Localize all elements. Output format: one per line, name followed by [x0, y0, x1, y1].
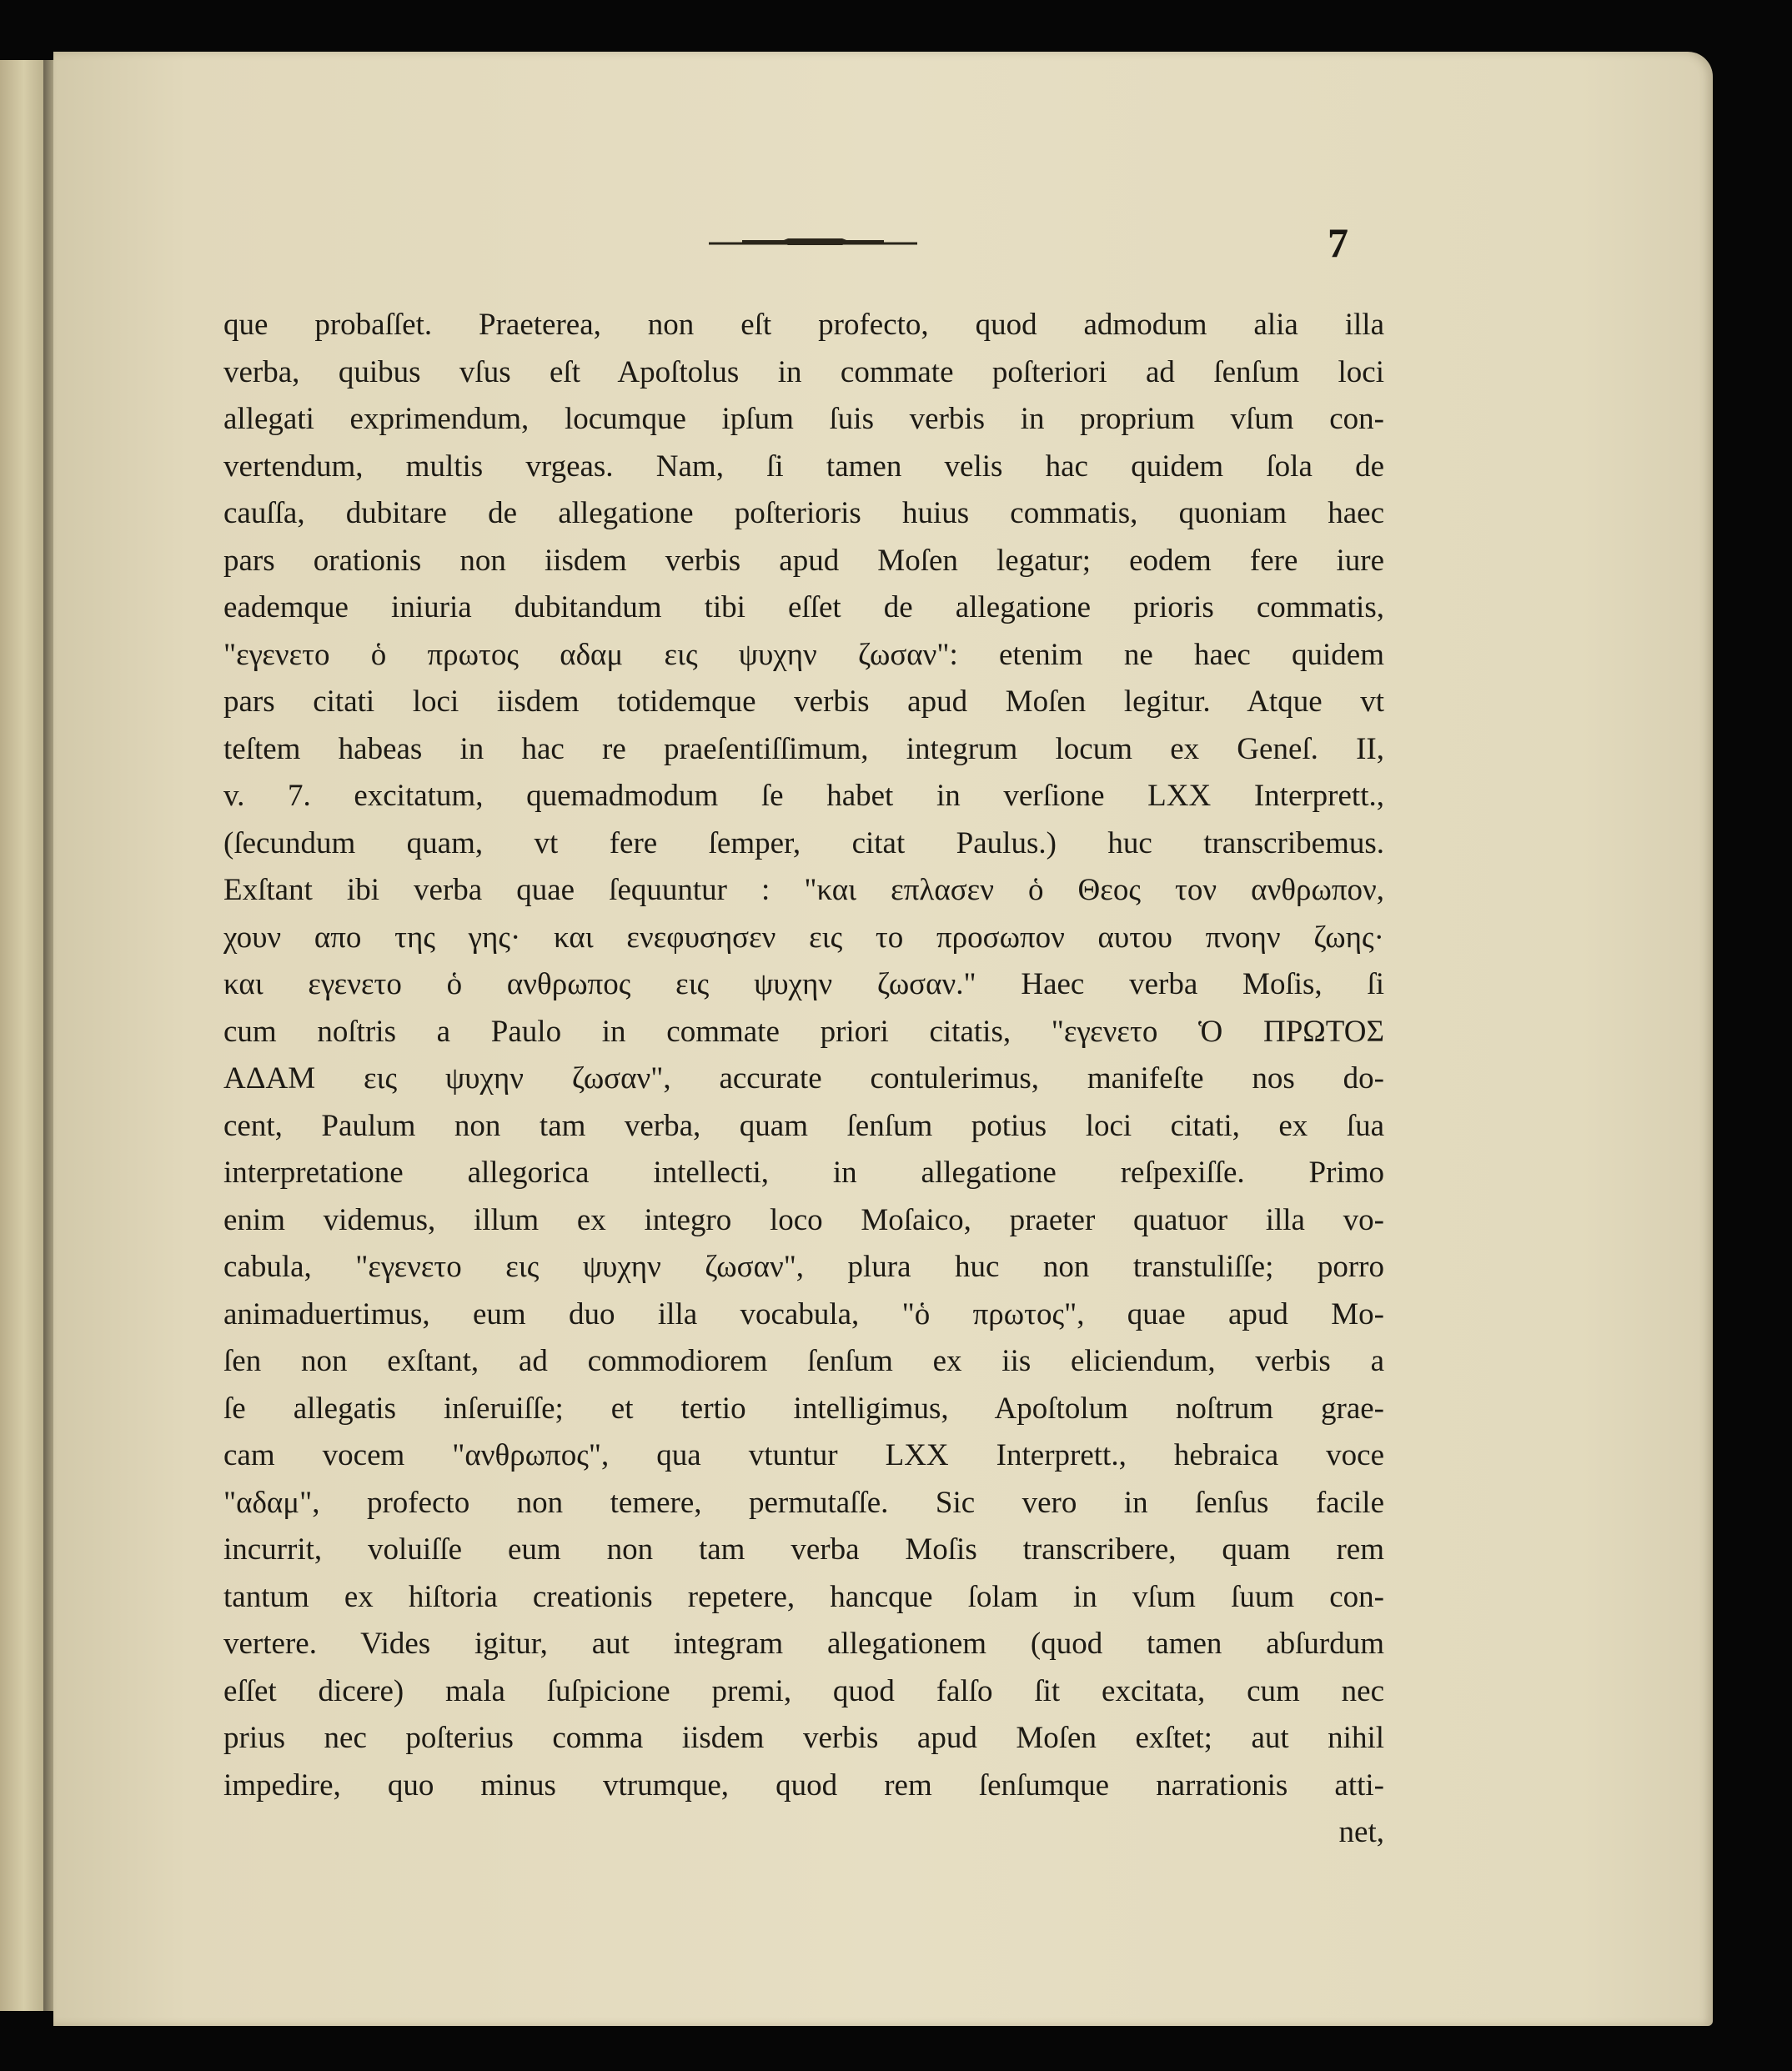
text-line: prius nec poſterius comma iisdem verbis apud Moſen exſtet; aut nihil: [223, 1721, 1384, 1755]
text-line: eſſet dicere) mala ſuſpicione premi, quod falſo ſit excitata, cum nec: [223, 1673, 1384, 1708]
text-line: tantum ex hiſtoria creationis repetere, hancque ſolam in vſum ſuum con-: [223, 1579, 1384, 1614]
text-line: teſtem habeas in hac re praeſentiſſimum, integrum locum ex Geneſ. II,: [223, 731, 1384, 766]
page-number: 7: [1328, 219, 1348, 266]
body-text: [223, 302, 1384, 1857]
text-line: incurrit, voluiſſe eum non tam verba Moſis transcribere, quam rem: [223, 1532, 1384, 1567]
text-line: (ſecundum quam, vt fere ſemper, citat Paulus.) huc transcribemus.: [223, 825, 1384, 860]
text-line: vertere. Vides igitur, aut integram allegationem (quod tamen abſurdum: [223, 1627, 1384, 1661]
text-line: interpretatione allegorica intellecti, in allegatione reſpexiſſe. Primo: [223, 1156, 1384, 1190]
text-line: cabula, "εγενετο εις ψυχην ζωσαν", plura huc non transtuliſſe; porro: [223, 1250, 1384, 1284]
text-line: "εγενετο ὁ πρωτος αδαμ εις ψυχην ζωσαν": etenim ne haec quidem: [223, 637, 1384, 672]
text-line: χουν απο της γης· και ενεφυσησεν εις το προσωπον αυτου πνοην ζωης·: [223, 920, 1384, 955]
text-line: impedire, quo minus vtrumque, quod rem ſenſumque narrationis atti-: [223, 1768, 1384, 1803]
text-line: animaduertimus, eum duo illa vocabula, "ὁ πρωτος", quae apud Mo-: [223, 1296, 1384, 1331]
text-line: enim videmus, illum ex integro loco Moſaico, praeter quatuor illa vo-: [223, 1202, 1384, 1237]
text-line: vertendum, multis vrgeas. Nam, ſi tamen velis hac quidem ſola de: [223, 449, 1384, 484]
text-line: ΑΔΑΜ εις ψυχην ζωσαν", accurate contulerimus, manifeſte nos do-: [223, 1061, 1384, 1096]
text-line: pars orationis non iisdem verbis apud Moſen legatur; eodem fere iure: [223, 543, 1384, 578]
header-ornament: [709, 236, 917, 248]
text-line: verba, quibus vſus eſt Apoſtolus in commate poſteriori ad ſenſum loci: [223, 354, 1384, 389]
text-line: ſe allegatis inſeruiſſe; et tertio intelligimus, Apoſtolum noſtrum grae-: [223, 1391, 1384, 1426]
text-line: allegati exprimendum, locumque ipſum ſuis verbis in proprium vſum con-: [223, 402, 1384, 436]
text-line: cum noſtris a Paulo in commate priori citatis, "εγενετο Ὁ ΠΡΩΤΟΣ: [223, 1014, 1384, 1049]
text-line: eademque iniuria dubitandum tibi eſſet de allegatione prioris commatis,: [223, 590, 1384, 624]
text-line: ſen non exſtant, ad commodiorem ſenſum ex iis eliciendum, verbis a: [223, 1344, 1384, 1378]
text-line: pars citati loci iisdem totidemque verbis apud Moſen legitur. Atque vt: [223, 684, 1384, 719]
text-line: que probaſſet. Praeterea, non eſt profecto, quod admodum alia illa: [223, 308, 1384, 342]
text-line: cam vocem "ανθρωπος", qua vtuntur LXX Interprett., hebraica voce: [223, 1438, 1384, 1472]
text-line: "αδαμ", profecto non temere, permutaſſe. Sic vero in ſenſus facile: [223, 1485, 1384, 1520]
text-line: cauſſa, dubitare de allegatione poſterioris huius commatis, quoniam haec: [223, 496, 1384, 530]
facing-page-edge: [0, 60, 43, 2011]
text-line: και εγενετο ὁ ανθρωπος εις ψυχην ζωσαν." Haec verba Moſis, ſi: [223, 967, 1384, 1001]
text-line: v. 7. excitatum, quemadmodum ſe habet in verſione LXX Interprett.,: [223, 779, 1384, 813]
text-line: net,: [1338, 1815, 1384, 1849]
book-gutter: [43, 60, 53, 2011]
text-line: Exſtant ibi verba quae ſequuntur : "και επλασεν ὁ Θεος τον ανθρωπον,: [223, 873, 1384, 907]
text-line: cent, Paulum non tam verba, quam ſenſum potius loci citati, ex ſua: [223, 1108, 1384, 1143]
